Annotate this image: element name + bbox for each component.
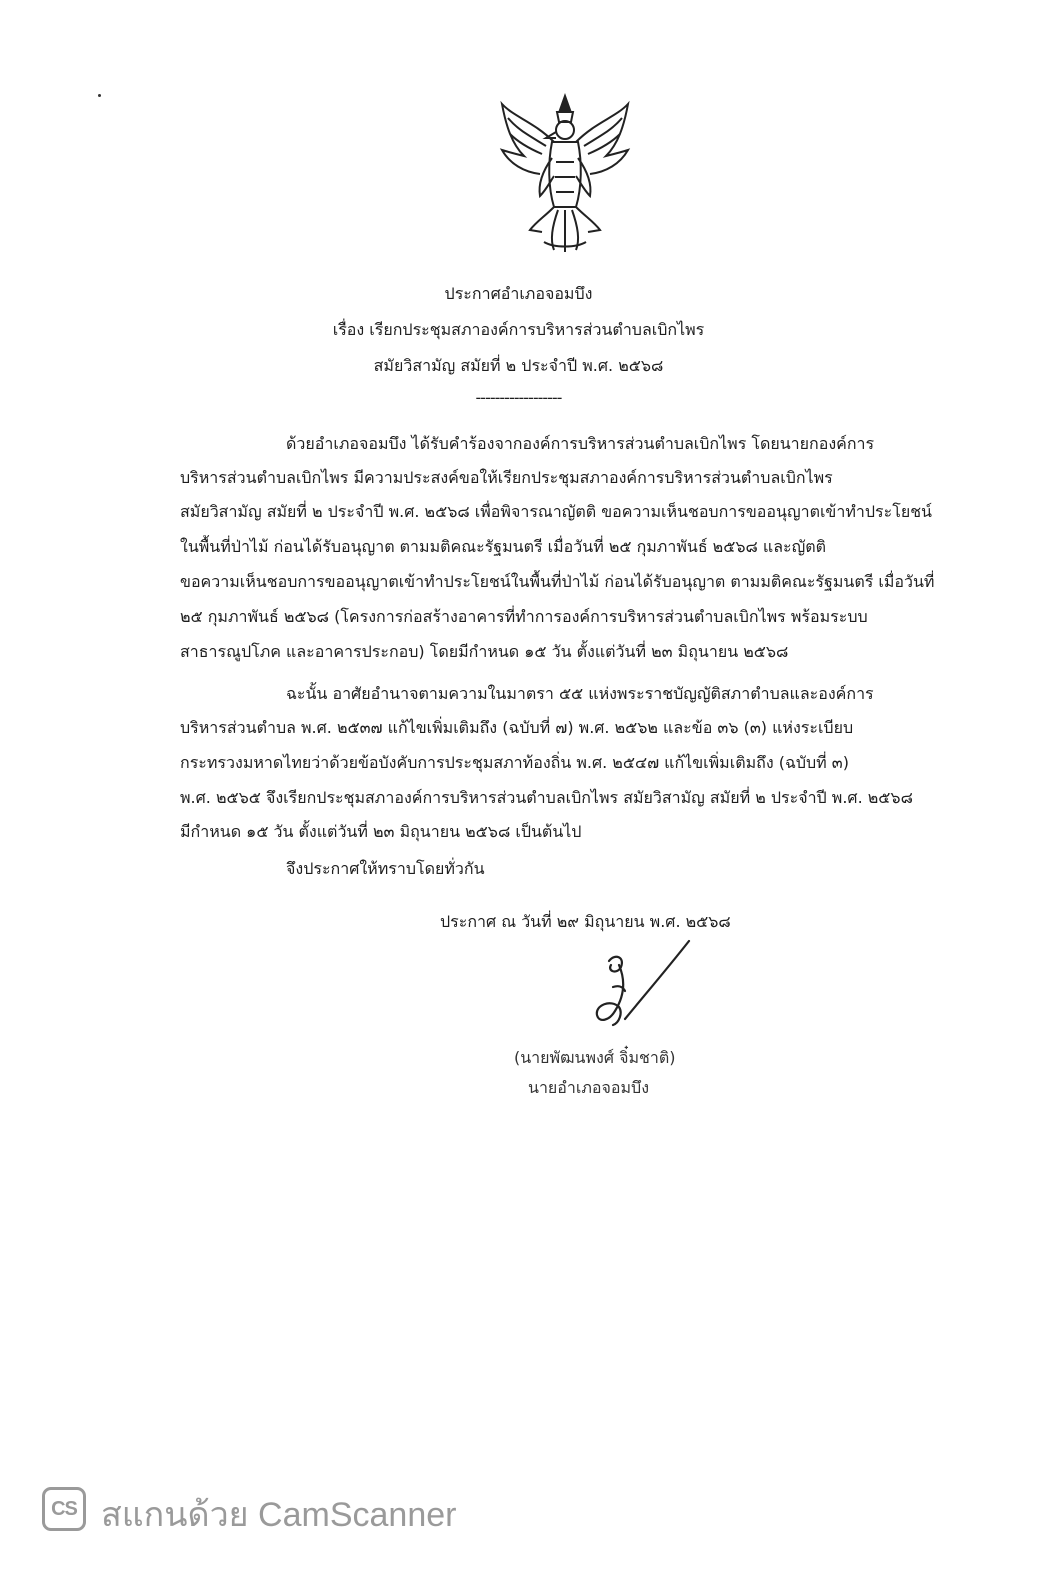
- paragraph-1-line: ด้วยอำเภอจอมบึง ได้รับคำร้องจากองค์การบริหารส่วนตำบลเบิกไพร โดยนายกองค์การ: [286, 434, 875, 453]
- paragraph-1-line: สาธารณูปโภค และอาคารประกอบ) โดยมีกำหนด ๑๕ วัน ตั้งแต่วันที่ ๒๓ มิถุนายน ๒๕๖๘: [180, 642, 789, 661]
- signature-icon: [585, 935, 695, 1035]
- camscanner-logo-icon: CS: [42, 1487, 86, 1531]
- header-divider: ------------------: [475, 388, 562, 407]
- paragraph-1-line: บริหารส่วนตำบลเบิกไพร มีความประสงค์ขอให้เรียกประชุมสภาองค์การบริหารส่วนตำบลเบิกไพร: [180, 468, 833, 487]
- announcement-subject: เรื่อง เรียกประชุมสภาองค์การบริหารส่วนตำบลเบิกไพร: [332, 320, 705, 339]
- announcement-session: สมัยวิสามัญ สมัยที่ ๒ ประจำปี พ.ศ. ๒๕๖๘: [373, 356, 664, 375]
- camscanner-watermark: สแกนด้วย CamScanner: [101, 1496, 457, 1534]
- paragraph-1-line: ในพื้นที่ป่าไม้ ก่อนได้รับอนุญาต ตามมติคณะรัฐมนตรี เมื่อวันที่ ๒๕ กุมภาพันธ์ ๒๕๖๘ และญัตติ: [180, 537, 827, 556]
- announcement-title: ประกาศอำเภอจอมบึง: [444, 284, 593, 303]
- paragraph-2-line: พ.ศ. ๒๕๖๕ จึงเรียกประชุมสภาองค์การบริหารส่วนตำบลเบิกไพร สมัยวิสามัญ สมัยที่ ๒ ประจำปี พ.ศ. ๒๕๖๘: [180, 788, 913, 807]
- garuda-emblem-icon: [494, 92, 636, 254]
- closing-statement: จึงประกาศให้ทราบโดยทั่วกัน: [286, 859, 485, 878]
- paragraph-1-line: ๒๕ กุมภาพันธ์ ๒๕๖๘ (โครงการก่อสร้างอาคารที่ทำการองค์การบริหารส่วนตำบลเบิกไพร พร้อมระบบ: [180, 607, 868, 626]
- paragraph-1-line: ขอความเห็นชอบการขออนุญาตเข้าทำประโยชน์ในพื้นที่ป่าไม้ ก่อนได้รับอนุญาต ตามมติคณะรัฐมนตรี เมื่อวันที่: [180, 572, 935, 591]
- paragraph-2-line: ฉะนั้น อาศัยอำนาจตามความในมาตรา ๕๕ แห่งพระราชบัญญัติสภาตำบลและองค์การ: [286, 684, 874, 703]
- scan-speck: [98, 94, 101, 97]
- signer-title: นายอำเภอจอมบึง: [528, 1078, 650, 1097]
- paragraph-2-line: มีกำหนด ๑๕ วัน ตั้งแต่วันที่ ๒๓ มิถุนายน ๒๕๖๘ เป็นต้นไป: [180, 822, 582, 841]
- paragraph-2-line: บริหารส่วนตำบล พ.ศ. ๒๕๓๗ แก้ไขเพิ่มเติมถึง (ฉบับที่ ๗) พ.ศ. ๒๕๖๒ และข้อ ๓๖ (๓) แห่งระเบียบ: [180, 718, 854, 737]
- signer-name: (นายพัฒนพงศ์ จิ๋มชาติ): [514, 1048, 676, 1067]
- paragraph-1-line: สมัยวิสามัญ สมัยที่ ๒ ประจำปี พ.ศ. ๒๕๖๘ เพื่อพิจารณาญัตติ ขอความเห็นชอบการขออนุญาตเข้าทำประโยชน์: [180, 502, 932, 521]
- announcement-date: ประกาศ ณ วันที่ ๒๙ มิถุนายน พ.ศ. ๒๕๖๘: [440, 912, 731, 931]
- paragraph-2-line: กระทรวงมหาดไทยว่าด้วยข้อบังคับการประชุมสภาท้องถิ่น พ.ศ. ๒๕๔๗ แก้ไขเพิ่มเติมถึง (ฉบับที่ ๓): [180, 753, 849, 772]
